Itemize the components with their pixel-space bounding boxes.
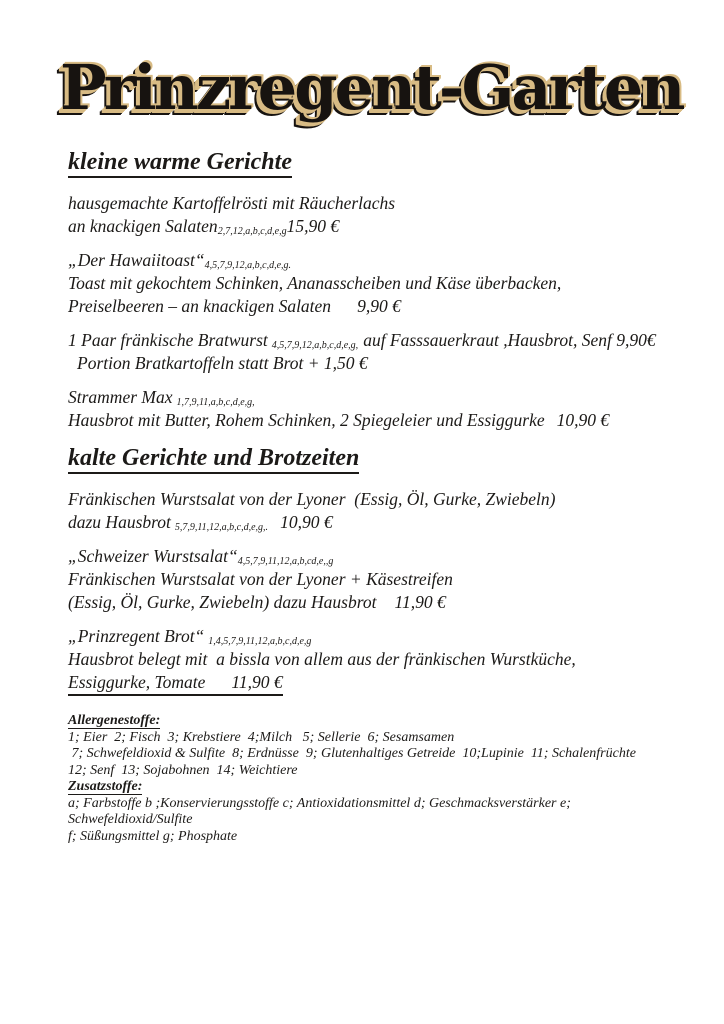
dish-kartoffelroesti	[68, 192, 694, 238]
dish-name: 1 Paar fränkische Bratwurst	[68, 330, 268, 350]
dish-name: Fränkischen Wurstsalat von der Lyoner (Essig, Öl, Gurke, Zwiebeln)	[68, 489, 556, 509]
dish-desc-line	[68, 648, 694, 671]
additives-line: f; Süßungsmittel g; Phosphate	[68, 828, 238, 844]
section-heading-text: kleine warme Gerichte	[68, 149, 292, 178]
dish-desc-line	[68, 511, 694, 534]
legend-footer	[68, 713, 694, 845]
additives-line: a; Farbstoffe b ;Konservierungsstoffe c; Antioxidationsmittel d; Geschmacksverstärker e; Schwefeldioxid/Sulfite	[68, 795, 575, 827]
price: 11,90 €	[394, 592, 446, 612]
dish-name-line	[68, 249, 694, 272]
price: 10,90 €	[280, 512, 333, 532]
allergens-heading-line	[68, 713, 694, 730]
dish-desc: Toast mit gekochtem Schinken, Ananasscheiben und Käse überbacken,	[68, 273, 562, 293]
section-heading-cold	[68, 445, 694, 472]
dish-name: „Der Hawaiitoast“	[68, 250, 205, 270]
allergens-line: 7; Schwefeldioxid & Sulfite 8; Erdnüsse 9; Glutenhaltiges Getreide 10;Lupinie 11; Schalenfrüchte	[68, 746, 636, 761]
dish-schweizer-wurstsalat	[68, 545, 694, 614]
dish-desc: dazu Hausbrot	[68, 512, 171, 532]
dish-name-line	[68, 386, 694, 409]
section-heading-warm	[68, 149, 694, 176]
dish-name: hausgemachte Kartoffelrösti mit Räucherlachs	[68, 193, 396, 213]
price: 9,90 €	[357, 296, 401, 316]
additives-heading: Zusatzstoffe:	[68, 779, 143, 794]
dish-desc-line	[68, 671, 694, 696]
price: 15,90 €	[286, 216, 340, 236]
allergen-codes: 1,7,9,11,a,b,c,d,e,g,	[176, 397, 255, 408]
price: 11,90 €	[231, 672, 283, 692]
dish-strammer-max	[68, 386, 694, 432]
dish-desc: Portion Bratkartoffeln statt Brot + 1,50 €	[77, 353, 368, 373]
dish-name: „Schweizer Wurstsalat“	[68, 546, 238, 566]
dish-desc-line	[68, 215, 694, 238]
dish-name-line	[68, 625, 694, 648]
allergens-heading: Allergenestoffe:	[68, 713, 161, 728]
dish-desc: auf Fasssauerkraut ,Hausbrot, Senf 9,90€	[363, 330, 656, 350]
dish-name: Strammer Max	[68, 387, 173, 407]
dish-desc: Preiselbeeren – an knackigen Salaten	[68, 296, 332, 316]
dish-wurstsalat-lyoner	[68, 488, 694, 534]
dish-name-line	[68, 192, 694, 215]
dish-desc: an knackigen Salaten	[68, 216, 218, 236]
underlined-desc	[68, 671, 283, 696]
dish-desc-line	[68, 295, 694, 318]
dish-desc: Essiggurke, Tomate	[68, 672, 206, 692]
dish-bratwurst	[68, 329, 694, 375]
allergen-codes: 2,7,12,a,b,c,d,e,g	[217, 226, 287, 237]
allergen-codes: 5,7,9,11,12,a,b,c,d,e,g,.	[174, 522, 269, 533]
section-warm-dishes	[68, 149, 694, 432]
dish-prinzregent-brot	[68, 625, 694, 696]
dish-name-line	[68, 329, 694, 352]
dish-name: „Prinzregent Brot“	[68, 626, 205, 646]
dish-desc: Hausbrot mit Butter, Rohem Schinken, 2 Spiegeleier und Essiggurke	[68, 410, 545, 430]
allergen-codes: 4,5,7,9,12,a,b,c,d,e,g,	[271, 340, 359, 351]
dish-desc: Fränkischen Wurstsalat von der Lyoner + Käsestreifen	[68, 569, 453, 589]
dish-desc-line	[68, 591, 694, 614]
dish-desc: (Essig, Öl, Gurke, Zwiebeln) dazu Hausbrot	[68, 592, 377, 612]
dish-name-line	[68, 545, 694, 568]
price: 10,90 €	[556, 410, 610, 430]
allergen-codes: 4,5,7,9,12,a,b,c,d,e,g.	[204, 260, 292, 271]
dish-desc: Hausbrot belegt mit a bissla von allem aus der fränkischen Wurstküche,	[68, 649, 576, 669]
dish-name-line	[68, 488, 694, 511]
dish-desc-line	[68, 409, 694, 432]
additives-heading-line	[68, 779, 694, 796]
dish-desc-line	[68, 272, 694, 295]
allergens-line: 12; Senf 13; Sojabohnen 14; Weichtiere	[68, 762, 298, 778]
allergen-codes: 1,4,5,7,9,11,12,a,b,c,d,e,g	[208, 636, 312, 647]
allergen-codes: 4,5,7,9,11,12,a,b,cd,e,,g	[237, 556, 334, 567]
section-heading-text: kalte Gerichte und Brotzeiten	[68, 445, 359, 474]
section-cold-dishes	[68, 445, 694, 696]
dish-hawaiitoast	[68, 249, 694, 318]
restaurant-title: Prinzregent-Garten	[60, 51, 683, 124]
dish-desc-line	[68, 568, 694, 591]
dish-desc-line	[68, 352, 694, 375]
allergens-line: 1; Eier 2; Fisch 3; Krebstiere 4;Milch 5; Sellerie 6; Sesamsamen	[68, 729, 455, 745]
